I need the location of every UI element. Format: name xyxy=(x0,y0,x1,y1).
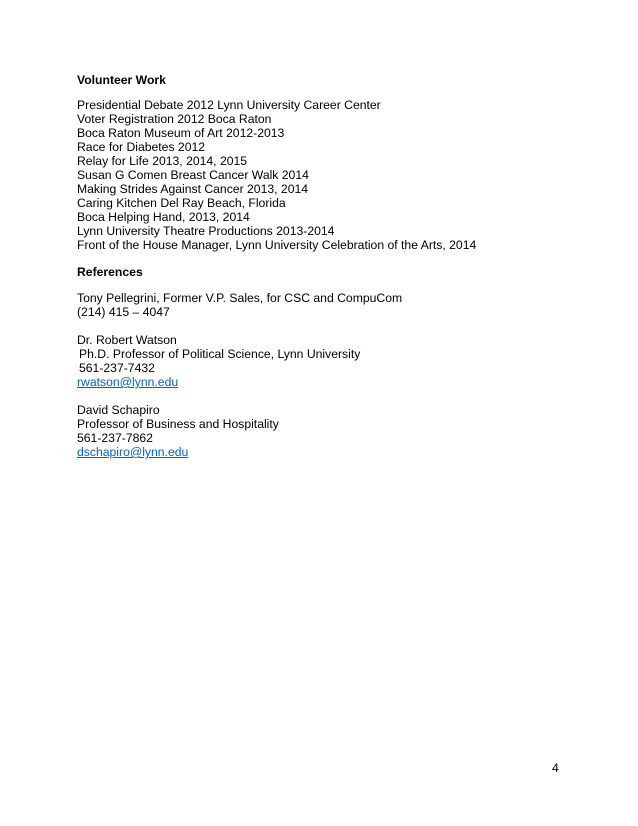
references-heading: References xyxy=(77,265,143,279)
volunteer-item: Relay for Life 2013, 2014, 2015 xyxy=(77,154,248,168)
volunteer-item: Making Strides Against Cancer 2013, 2014 xyxy=(77,182,309,196)
reference-name-title: Tony Pellegrini, Former V.P. Sales, for CSC and CompuCom xyxy=(77,291,403,305)
reference-email-link[interactable]: rwatson@lynn.edu xyxy=(77,375,179,389)
volunteer-item: Voter Registration 2012 Boca Raton xyxy=(77,112,272,126)
volunteer-item: Susan G Comen Breast Cancer Walk 2014 xyxy=(77,168,309,182)
reference-watson xyxy=(77,333,577,389)
reference-email-link[interactable]: dschapiro@lynn.edu xyxy=(77,445,189,459)
reference-phone: 561-237-7432 xyxy=(79,361,155,375)
reference-phone: (214) 415 – 4047 xyxy=(77,305,170,319)
volunteer-item: Boca Raton Museum of Art 2012-2013 xyxy=(77,126,285,140)
volunteer-item: Presidential Debate 2012 Lynn University Career Center xyxy=(77,98,381,112)
volunteer-item: Boca Helping Hand, 2013, 2014 xyxy=(77,210,250,224)
volunteer-item: Caring Kitchen Del Ray Beach, Florida xyxy=(77,196,286,210)
page-content xyxy=(77,73,577,473)
volunteer-work-heading: Volunteer Work xyxy=(77,73,166,87)
reference-phone: 561-237-7862 xyxy=(77,431,153,445)
volunteer-item: Front of the House Manager, Lynn University Celebration of the Arts, 2014 xyxy=(77,238,477,252)
reference-title: Professor of Business and Hospitality xyxy=(77,417,279,431)
reference-schapiro xyxy=(77,403,577,459)
reference-pellegrini xyxy=(77,291,577,319)
volunteer-work-list xyxy=(77,98,577,252)
volunteer-item: Race for Diabetes 2012 xyxy=(77,140,206,154)
reference-name: David Schapiro xyxy=(77,403,160,417)
reference-name: Dr. Robert Watson xyxy=(77,333,177,347)
page-number: 4 xyxy=(552,761,559,775)
volunteer-item: Lynn University Theatre Productions 2013-2014 xyxy=(77,224,335,238)
reference-title: Ph.D. Professor of Political Science, Lynn University xyxy=(79,347,361,361)
